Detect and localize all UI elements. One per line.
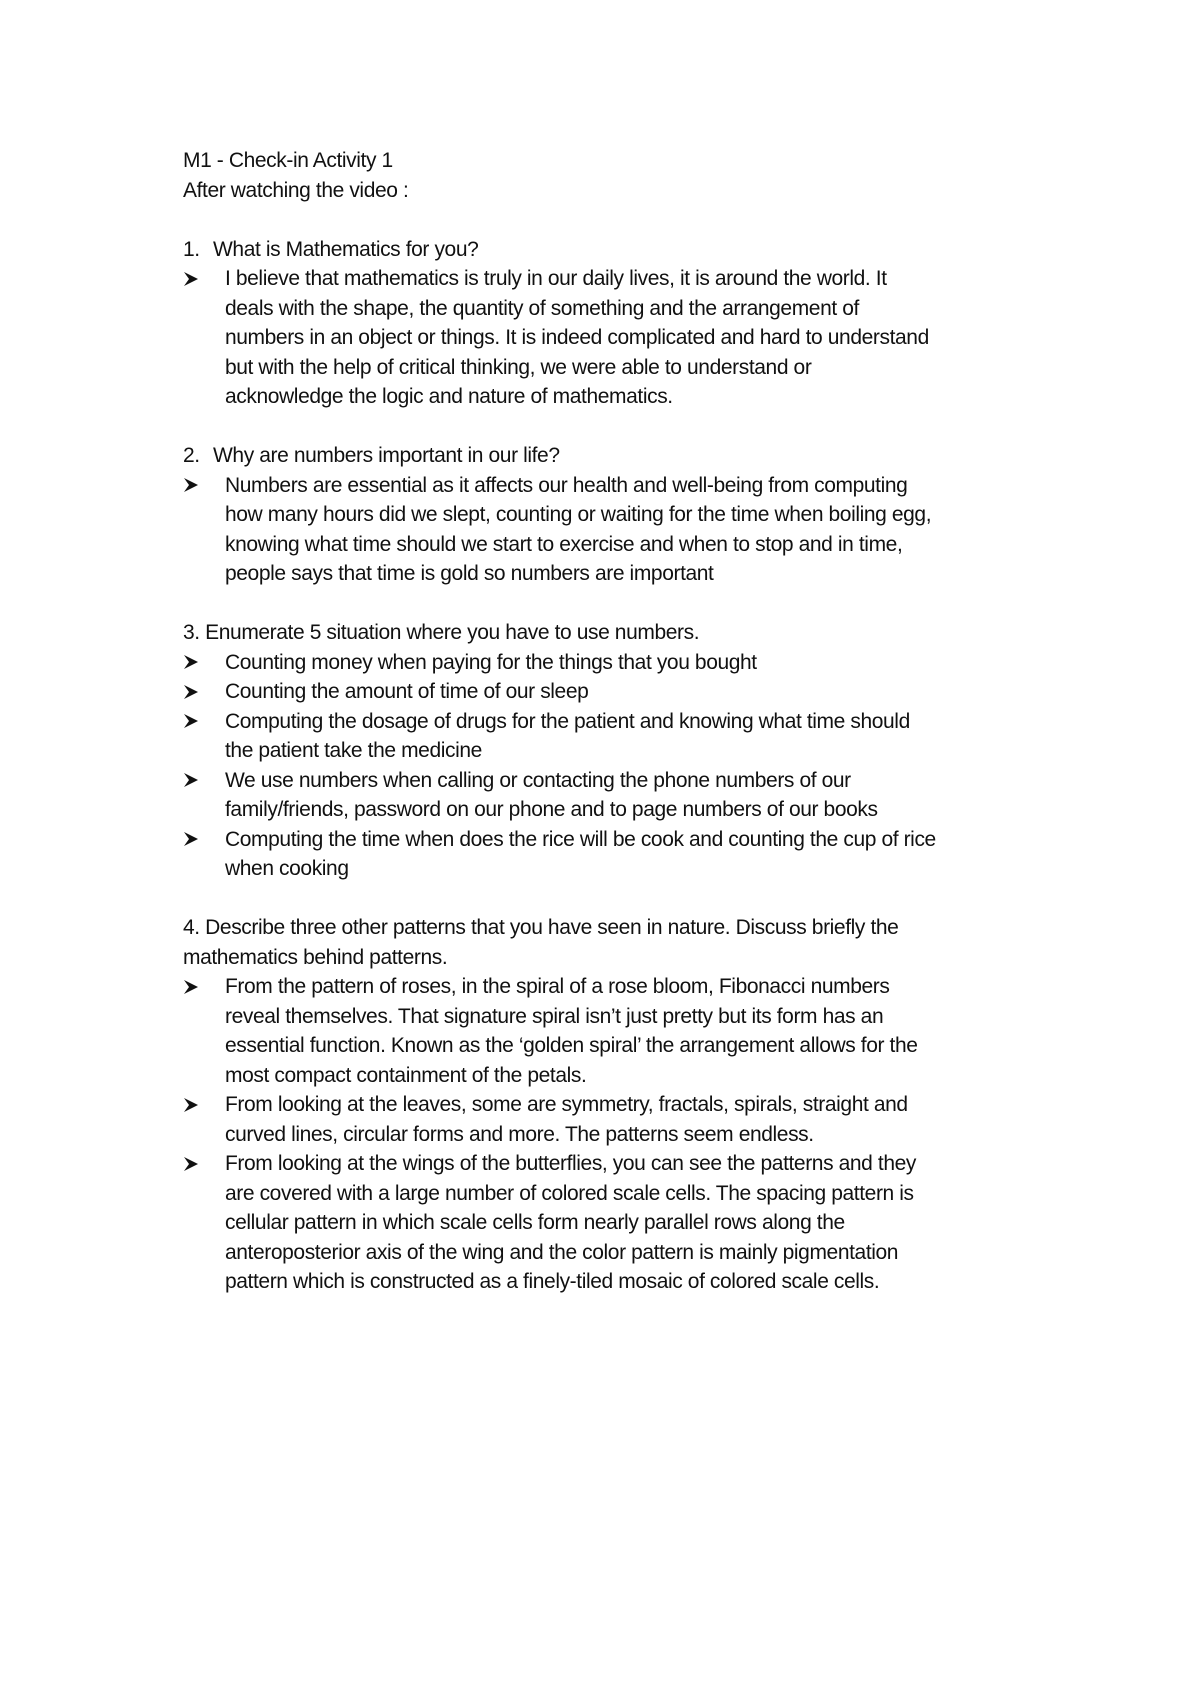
answer-line: when cooking bbox=[225, 857, 349, 880]
answer-line: acknowledge the logic and nature of mathematics. bbox=[225, 385, 673, 408]
answer-bullet bbox=[183, 648, 1043, 678]
answer-bullet bbox=[183, 766, 1043, 825]
answer-line: Computing the time when does the rice will be cook and counting the cup of rice bbox=[225, 827, 936, 851]
answer-bullet bbox=[183, 707, 1043, 766]
arrow-bullet-icon bbox=[183, 264, 203, 294]
question-4-line: mathematics behind patterns. bbox=[183, 945, 448, 969]
answer-line: deals with the shape, the quantity of something and the arrangement of bbox=[225, 296, 859, 320]
answer-line: Computing the dosage of drugs for the patient and knowing what time should bbox=[225, 709, 910, 733]
arrow-bullet-icon bbox=[183, 1149, 203, 1179]
question-text: What is Mathematics for you? bbox=[213, 237, 479, 261]
answer-bullet bbox=[183, 825, 1043, 884]
answer-line: curved lines, circular forms and more. The patterns seem endless. bbox=[225, 1122, 814, 1146]
answer-line: the patient take the medicine bbox=[225, 739, 482, 762]
answer-line: cellular pattern in which scale cells form nearly parallel rows along the bbox=[225, 1211, 845, 1234]
answer-line: Numbers are essential as it affects our health and well-being from computing bbox=[225, 473, 908, 497]
answer-line: We use numbers when calling or contacting the phone numbers of our bbox=[225, 768, 851, 792]
spacer bbox=[183, 205, 1043, 235]
answer-line: From the pattern of roses, in the spiral of a rose bloom, Fibonacci numbers bbox=[225, 975, 890, 998]
question-4-line: 4. Describe three other patterns that you have seen in nature. Discuss briefly the bbox=[183, 916, 899, 939]
answer-line: pattern which is constructed as a finely-tiled mosaic of colored scale cells. bbox=[225, 1270, 880, 1293]
arrow-bullet-icon bbox=[183, 471, 203, 501]
question-3: 3. Enumerate 5 situation where you have to use numbers. bbox=[183, 621, 700, 644]
answer-line: Counting money when paying for the things that you bought bbox=[225, 650, 757, 674]
answer-bullet bbox=[183, 264, 1043, 412]
answer-line: essential function. Known as the ‘golden spiral’ the arrangement allows for the bbox=[225, 1034, 918, 1057]
spacer bbox=[183, 589, 1043, 619]
answer-bullet bbox=[183, 1149, 1043, 1297]
spacer bbox=[183, 412, 1043, 442]
answer-line: From looking at the wings of the butterflies, you can see the patterns and they bbox=[225, 1152, 916, 1175]
arrow-bullet-icon bbox=[183, 707, 203, 737]
arrow-bullet-icon bbox=[183, 1090, 203, 1120]
answer-bullet bbox=[183, 677, 1043, 707]
answer-line: family/friends, password on our phone and to page numbers of our books bbox=[225, 798, 878, 821]
answer-line: anteroposterior axis of the wing and the color pattern is mainly pigmentation bbox=[225, 1240, 899, 1264]
answer-line: are covered with a large number of colored scale cells. The spacing pattern is bbox=[225, 1181, 914, 1205]
arrow-bullet-icon bbox=[183, 825, 203, 855]
question-2 bbox=[183, 441, 1043, 471]
question-text: Why are numbers important in our life? bbox=[213, 444, 560, 467]
answer-line: people says that time is gold so numbers are important bbox=[225, 562, 714, 585]
answer-line: how many hours did we slept, counting or waiting for the time when boiling egg, bbox=[225, 503, 932, 526]
arrow-bullet-icon bbox=[183, 648, 203, 678]
document-page bbox=[183, 146, 1043, 1297]
question-1 bbox=[183, 235, 1043, 265]
answer-line: Counting the amount of time of our sleep bbox=[225, 680, 589, 703]
answer-line: I believe that mathematics is truly in our daily lives, it is around the world. It bbox=[225, 267, 887, 290]
document-subtitle: After watching the video : bbox=[183, 178, 409, 202]
answer-bullet bbox=[183, 1090, 1043, 1149]
answer-bullet bbox=[183, 471, 1043, 589]
arrow-bullet-icon bbox=[183, 677, 203, 707]
question-number: 1. bbox=[183, 237, 200, 261]
arrow-bullet-icon bbox=[183, 972, 203, 1002]
arrow-bullet-icon bbox=[183, 766, 203, 796]
answer-line: reveal themselves. That signature spiral isn’t just pretty but its form has an bbox=[225, 1004, 884, 1028]
answer-line: most compact containment of the petals. bbox=[225, 1063, 587, 1087]
answer-bullet bbox=[183, 972, 1043, 1090]
answer-line: From looking at the leaves, some are symmetry, fractals, spirals, straight and bbox=[225, 1093, 908, 1116]
answer-line: but with the help of critical thinking, we were able to understand or bbox=[225, 355, 812, 379]
document-title: M1 - Check-in Activity 1 bbox=[183, 149, 393, 172]
question-number: 2. bbox=[183, 444, 200, 467]
answer-line: numbers in an object or things. It is indeed complicated and hard to understand bbox=[225, 326, 929, 349]
answer-line: knowing what time should we start to exercise and when to stop and in time, bbox=[225, 532, 903, 556]
spacer bbox=[183, 884, 1043, 914]
